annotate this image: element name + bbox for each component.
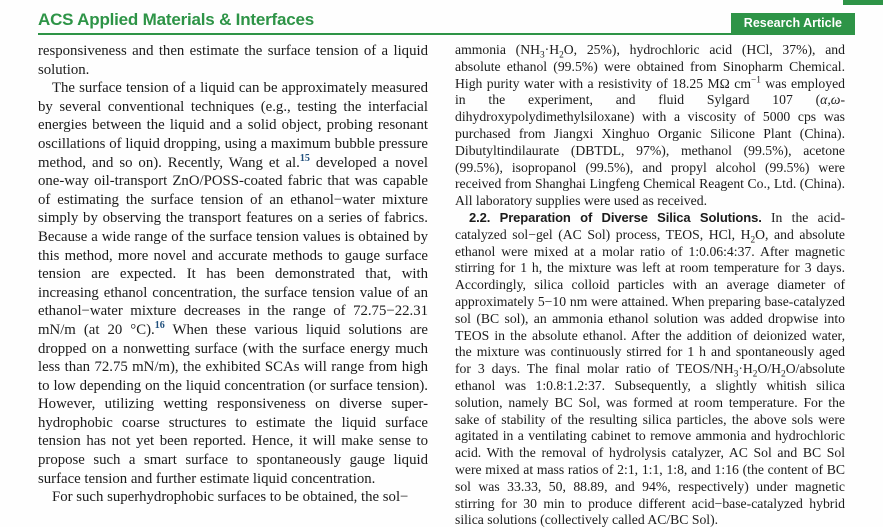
text-segment: 2: [750, 235, 756, 246]
journal-title: ACS Applied Materials & Interfaces: [38, 10, 314, 29]
text-segment: 3: [540, 50, 545, 61]
text-segment: -dihydroxypolydimethylsiloxane) with a viscosity of 5000 cps was purchased from Jiangxi Xinghuo Organic Silicone Plant (China). Dibutyltindilaurate (DBTDL, 97%), methanol (99.5%), acetone (99.5%), isopropanol (99.5%), and propyl alcohol (99.5%) were received from Shanghai Lingfeng Chemical Reagent Co., Ltd. (China). All laboratory supplies were used as received.: [455, 92, 845, 209]
page-header: [38, 0, 855, 36]
text-segment: O/H: [757, 361, 782, 377]
text-segment: O, 25%), hydrochloric acid (HCl, 37%), and absolute ethanol (99.5%) were obtained from Sinopharm Chemical. High purity water with a resistivity of 18.25 MΩ cm: [455, 42, 845, 91]
paragraph: [38, 79, 428, 488]
citation-reference-link[interactable]: 15: [299, 152, 310, 164]
paragraph: [455, 42, 845, 210]
text-segment: ·H: [544, 42, 560, 57]
text-segment: ammonia (NH: [455, 42, 541, 57]
text-segment: responsiveness and then estimate the surface tension of a liquid solution.: [38, 43, 428, 78]
text-segment: 2: [752, 369, 758, 380]
section-heading: 2.2. Preparation of Diverse Silica Solutions.: [469, 209, 762, 225]
text-segment: The surface tension of a liquid can be approximately measured by several conventional techniques (e.g., testing the interfacial energies between the liquid and a solid object, probing resonant oscillations of liquid dropping, using a maximum bubble pressure method, and so on). Recently, Wang et al.: [38, 80, 428, 171]
text-segment: ·H: [738, 361, 753, 377]
text-segment: O/absolute ethanol was 1:0.8:1.2:37. Subsequently, a slightly whitish silica solution, namely BC Sol, was formed at room temperature. For the sake of stability of the resulting silica particles, the above sols were agitated in a ventilating cabinet to remove ammonia and hydrochloric acid. With the removal of hydrolysis catalyzer, AC Sol and BC Sol were mixed at mass ratios of 2:1, 1:1, 1:8, and 1:16 (the content of BC sol was 33.33, 50, 88.89, and 94%, respectively) under magnetic stirring for 30 min to produce different acid−base-catalyzed hybrid silica solutions (collectively called AC/BC Sol).: [455, 361, 845, 527]
article-body: [38, 42, 845, 527]
paragraph: [38, 488, 428, 507]
text-segment: 3: [733, 369, 739, 380]
text-segment: was employed in the experiment, and fluid Sylgard 107 (: [455, 75, 845, 108]
left-column: [38, 42, 428, 527]
text-segment: α,ω: [820, 92, 841, 108]
text-segment: −1: [750, 75, 761, 86]
paragraph: [38, 42, 428, 79]
paragraph: [455, 210, 845, 527]
text-segment: O, and absolute ethanol were mixed at a molar ratio of 1:0.06:4:37. After magnetic stirring for 1 h, the mixture was left at room temperature for 3 days. Accordingly, silica colloid particles with an average diameter of approximately 5−10 nm were attained. When preparing base-catalyzed sol (BC sol), an ammonia ethanol solution was added dropwise into TEOS in the absolute ethanol. After the addition of deionized water, the mixture was continuously stirred for 1 h and spontaneously aged for 3 days. The final molar ratio of TEOS/NH: [455, 226, 845, 377]
text-segment: For such superhydrophobic surfaces to be obtained, the sol−: [52, 489, 409, 506]
text-segment: 2: [559, 50, 564, 61]
citation-reference-link[interactable]: 16: [154, 319, 165, 331]
text-segment: When these various liquid solutions are dropped on a nonwetting surface (with the surface energy much less than 72.75 mN/m), the exhibited SCAs will range from high to low depending on the liquid concentration (or surface tension). However, utilizing wetting responsiveness on diverse super-hydrophobic coarse structures to estimate the liquid surface tension has not yet been reported. Hence, it will make sense to propose such a smart surface to spontaneously gauge liquid surface tension and further estimate liquid concentration.: [38, 321, 428, 487]
text-segment: In the acid-catalyzed sol−gel (AC Sol) process, TEOS, HCl, H: [455, 209, 845, 242]
text-segment: 2: [781, 369, 786, 380]
article-type-badge: Research Article: [731, 13, 855, 35]
right-column: [455, 42, 845, 527]
text-segment: developed a novel one-way oil-transport ZnO/POSS-coated fabric that was capable of estimating the surface tension of an ethanol−water mixture simply by observing the transport features on a series of fabrics. Because a wide range of the surface tension values is obtained by this method, more novel and accurate methods to gauge surface tension are expected. It has been demonstrated that, with increasing ethanol concentration, the surface tension value of an ethanol−water mixture decreases in the range of 72.75−22.31 mN/m (at 20 °C).: [38, 154, 428, 338]
header-rule: [38, 33, 855, 35]
